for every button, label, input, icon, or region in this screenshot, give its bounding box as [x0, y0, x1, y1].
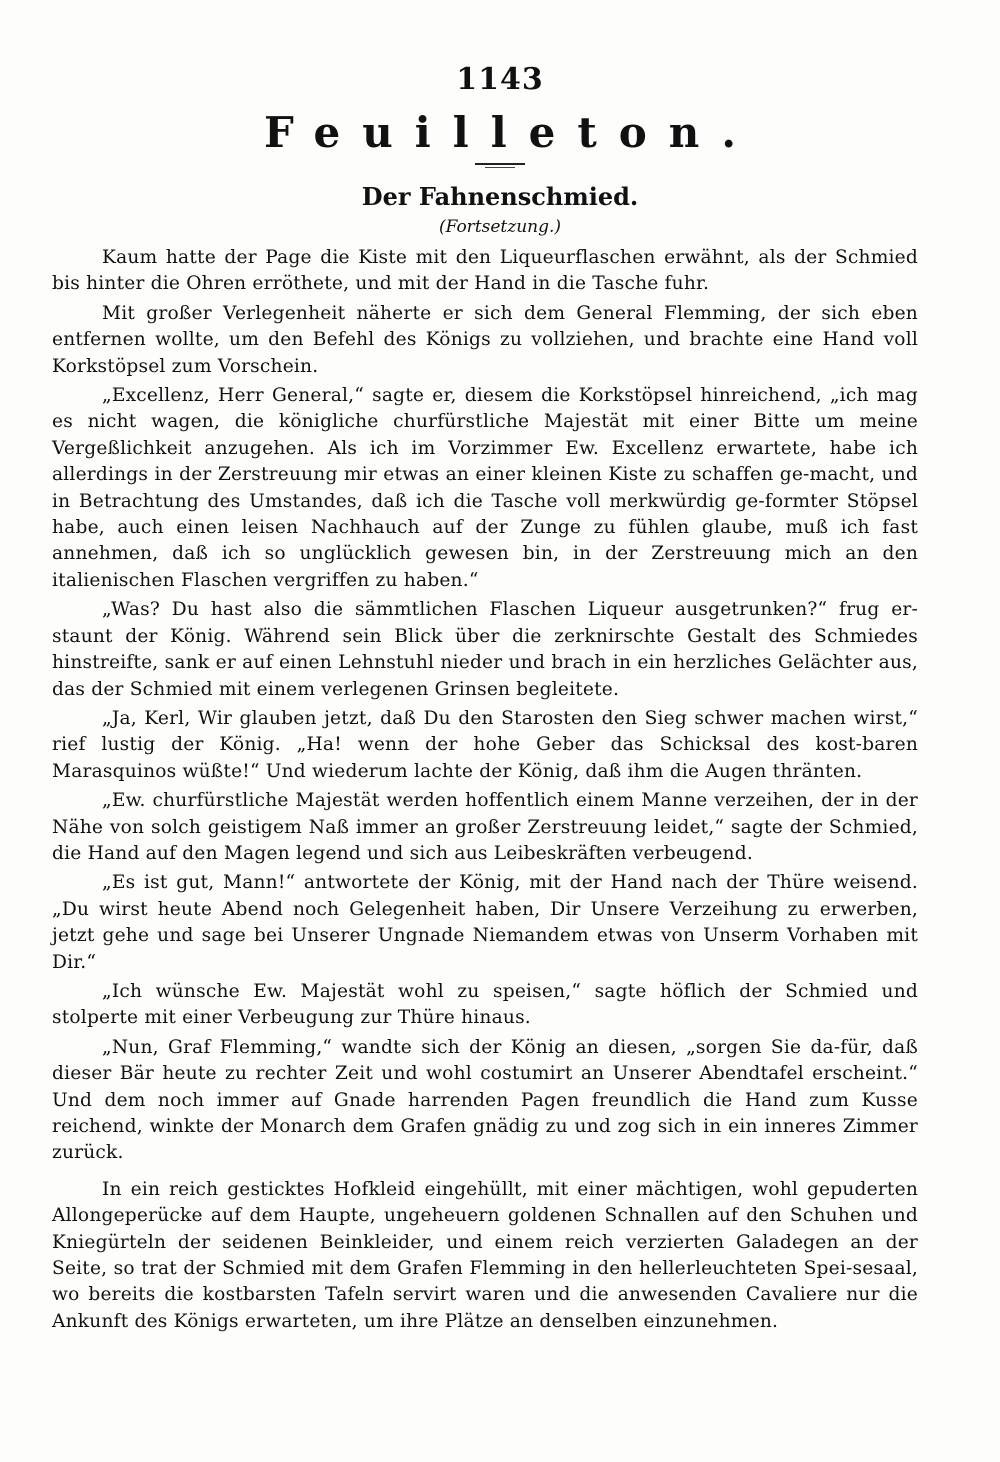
- article-title: Der Fahnenschmied.: [361, 182, 639, 211]
- paragraph: „Ja, Kerl, Wir glauben jetzt, daß Du den Starosten den Sieg schwer machen wirst,“ rief lustig der König. „Ha! wenn der hohe Geber das Schicksal des kost-baren Marasquinos wüßte!“ Und wiederum lachte der König, daß ihm die Augen thränten.: [52, 707, 918, 782]
- title-divider: [475, 163, 525, 165]
- paragraph: „Excellenz, Herr General,“ sagte er, diesem die Korkstöpsel hinreichend, „ich mag es nicht wagen, die königliche churfürstliche Majestät mit einer Bitte um meine Vergeßlichkeit anzugehen. Als ich im Vorzimmer Ew. Excellenz erwartete, habe ich allerdings in der Zerstreuung mir etwas an einer kleinen Kiste zu schaffen ge-macht, und in Betrachtung des Umstandes, daß ich die Tasche voll merkwürdig ge-formter Stöpsel habe, auch einen leisen Nachhauch auf der Zunge zu fühlen glaube, muß ich fast annehmen, daß ich so unglücklich gewesen bin, in der Zerstreuung mich an den italienischen Flaschen vergriffen zu haben.“: [52, 385, 918, 591]
- continuation-note: (Fortsetzung.): [438, 217, 562, 237]
- paragraph: „Nun, Graf Flemming,“ wandte sich der König an diesen, „sorgen Sie da-für, daß dieser Bär heute zu rechter Zeit und wohl costumirt an Unserer Abendtafel erscheint.“ Und dem noch immer auf Gnade harrenden Pagen freundlich die Hand zum Kusse reichend, winkte der Monarch dem Grafen gnädig zu und zog sich in ein inneres Zimmer zurück.: [52, 1036, 918, 1164]
- paragraph: Kaum hatte der Page die Kiste mit den Liqueurflaschen erwähnt, als der Schmied bis hinter die Ohren erröthete, und mit der Hand in die Tasche fuhr.: [52, 247, 918, 295]
- paragraph: „Ew. churfürstliche Majestät werden hoffentlich einem Manne verzeihen, der in der Nähe von solch geistigem Naß immer an großer Zerstreuung leidet,“ sagte der Schmied, die Hand auf den Magen legend und sich aus Leibeskräften verbeugend.: [52, 790, 918, 864]
- paragraph: „Ich wünsche Ew. Majestät wohl zu speisen,“ sagte höflich der Schmied und stolperte mit einer Verbeugung zur Thüre hinaus.: [52, 980, 918, 1029]
- paragraph: Mit großer Verlegenheit näherte er sich dem General Flemming, der sich eben entfernen wollte, um den Befehl des Königs zu vollziehen, und brachte eine Hand voll Korkstöpsel zum Vorschein.: [52, 302, 918, 377]
- paragraph: „Es ist gut, Mann!“ antwortete der König, mit der Hand nach der Thüre weisend. „Du wirst heute Abend noch Gelegenheit haben, Dir Unsere Verzeihung zu erwerben, jetzt gehe und sage bei Unserer Ungnade Niemandem etwas von Unserm Vorhaben mit Dir.“: [52, 872, 918, 973]
- article-body: [52, 245, 918, 1338]
- page-number: 1143: [456, 62, 544, 97]
- section-title: Feuilleton.: [264, 108, 758, 157]
- paragraph: „Was? Du hast also die sämmtlichen Flaschen Liqueur ausgetrunken?“ frug er-staunt der König. Während sein Blick über die zerknirschte Gestalt des Schmiedes hinstreifte, sank er auf einen Lehnstuhl nieder und brach in ein herzliches Gelächter aus, das der Schmied mit einem verlegenen Grinsen begleitete.: [52, 599, 918, 700]
- paragraph: In ein reich gesticktes Hofkleid eingehüllt, mit einer mächtigen, wohl gepuderten Allongeperücke auf dem Haupte, ungeheuern goldenen Schnallen auf den Schuhen und Kniegürteln der seidenen Beinkleider, und einem reich verzierten Galadegen an der Seite, so trat der Schmied mit dem Grafen Flemming in den hellerleuchteten Spei-sesaal, wo bereits die kostbarsten Tafeln servirt waren und die anwesenden Cavaliere nur die Ankunft des Königs erwarteten, um ihre Plätze an denselben einzunehmen.: [52, 1178, 918, 1332]
